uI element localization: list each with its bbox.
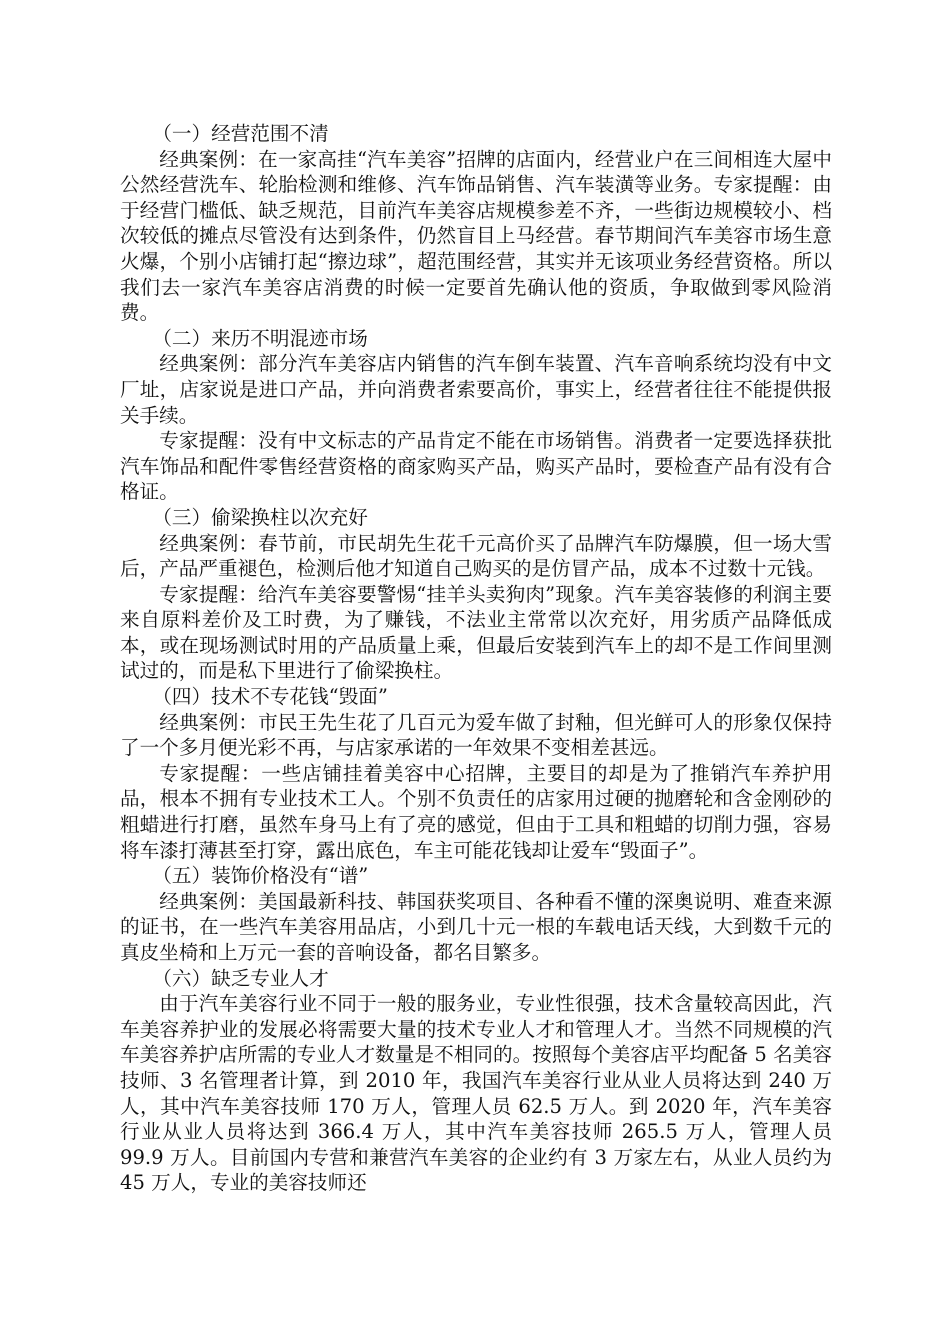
paragraph-case-2: 经典案例：部分汽车美容店内销售的汽车倒车装置、汽车音响系统均没有中文厂址，店家说是进口产品，并向消费者索要高价，事实上，经营者往往不能提供报关手续。 <box>120 352 832 427</box>
section-heading-6: （六）缺乏专业人才 <box>152 966 329 990</box>
section-heading-1: （一）经营范围不清 <box>152 122 329 145</box>
section-heading-2: （二）来历不明混迹市场 <box>152 326 368 350</box>
document-body <box>120 121 832 1196</box>
paragraph-case-4: 经典案例：市民王先生花了几百元为爱车做了封釉，但光鲜可人的形象仅保持了一个多月便光彩不再，与店家承诺的一年效果不变相差甚远。 <box>120 710 832 760</box>
paragraph-case-1: 经典案例：在一家高挂“汽车美容”招牌的店面内，经营业户在三间相连大屋中公然经营洗车、轮胎检测和维修、汽车饰品销售、汽车装潢等业务。专家提醒：由于经营门槛低、缺乏规范，目前汽车美容店规模参差不齐，一些街边规模较小、档次较低的摊点尽管没有达到条件，仍然盲目上马经营。春节期间汽车美容市场生意火爆，个别小店铺打起“擦边球”，超范围经营，其实并无该项业务经营资格。所以我们去一家汽车美容店消费的时候一定要首先确认他的资质，争取做到零风险消费。 <box>120 147 832 325</box>
paragraph-case-3: 经典案例：春节前，市民胡先生花千元高价买了品牌汽车防爆膜，但一场大雪后，产品严重褪色，检测后他才知道自己购买的是仿冒产品，成本不过数十元钱。 <box>120 531 832 581</box>
paragraph-talent: 由于汽车美容行业不同于一般的服务业，专业性很强，技术含量较高因此，汽车美容养护业的发展必将需要大量的技术专业人才和管理人才。当然不同规模的汽车美容养护店所需的专业人才数量是不相同的。按照每个美容店平均配备 5 名美容技师、3 名管理者计算，到 2010 年，我国汽车美容行业从业人员将达到 240 万人，其中汽车美容技师 170 万人，管理人员 62.5 万人。到 2020 年，汽车美容行业从业人员将达到 366.4 万人，其中汽车美容技师 265.5 万人，管理人员 99.9 万人。目前国内专营和兼营汽车美容的企业约有 3 万家左右，从业人员约为 45 万人，专业的美容技师还 <box>120 992 832 1195</box>
section-heading-3: （三）偷梁换柱以次充好 <box>152 505 368 529</box>
paragraph-case-5: 经典案例：美国最新科技、韩国获奖项目、各种看不懂的深奥说明、难查来源的证书，在一些汽车美容用品店，小到几十元一根的车载电话天线，大到数千元的真皮坐椅和上万元一套的音响设备，都名目繁多。 <box>120 889 832 964</box>
section-heading-4: （四）技术不专花钱“毁面” <box>152 685 388 709</box>
paragraph-advice-2: 专家提醒：没有中文标志的产品肯定不能在市场销售。消费者一定要选择获批汽车饰品和配件零售经营资格的商家购买产品，购买产品时，要检查产品有没有合格证。 <box>120 429 832 504</box>
paragraph-advice-3: 专家提醒：给汽车美容要警惕“挂羊头卖狗肉”现象。汽车美容装修的利润主要来自原料差价及工时费，为了赚钱，不法业主常常以次充好，用劣质产品降低成本，或在现场测试时用的产品质量上乘，但最后安装到汽车上的却不是工作间里测试过的，而是私下里进行了偷梁换柱。 <box>120 582 832 683</box>
section-heading-5: （五）装饰价格没有“谱” <box>152 864 369 888</box>
paragraph-advice-4: 专家提醒：一些店铺挂着美容中心招牌，主要目的却是为了推销汽车养护用品，根本不拥有专业技术工人。个别不负责任的店家用过硬的抛磨轮和含金刚砂的粗蜡进行打磨，虽然车身马上有了亮的感觉，但由于工具和粗蜡的切削力强，容易将车漆打薄甚至打穿，露出底色，车主可能花钱却让爱车“毁面子”。 <box>120 761 832 862</box>
